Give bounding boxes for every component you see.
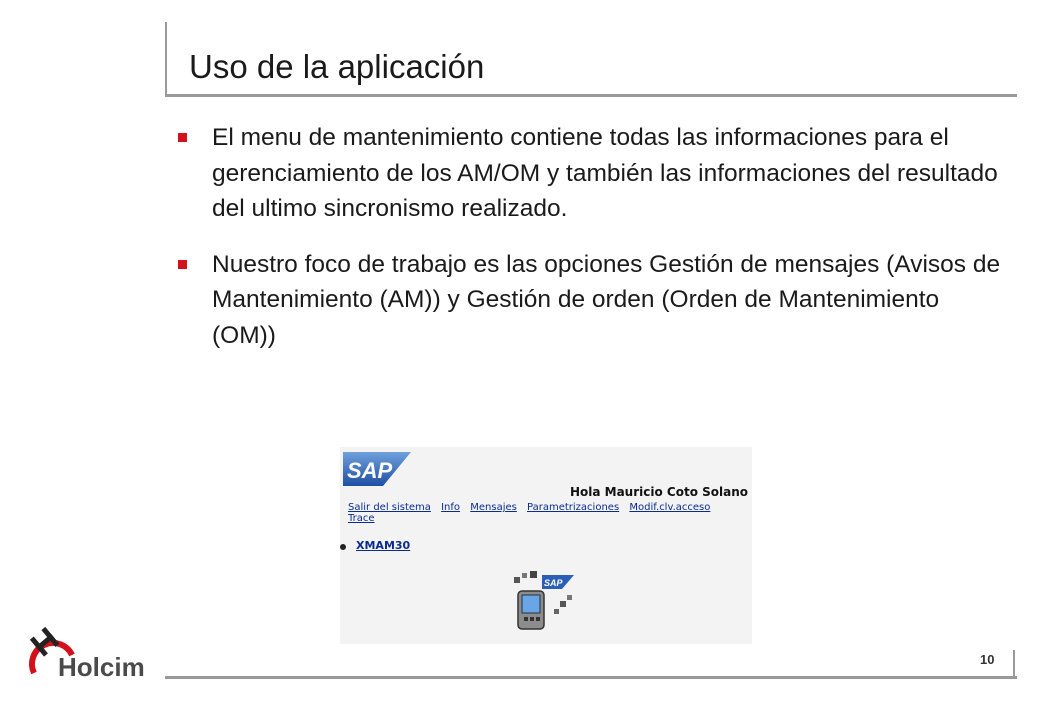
bullet-item bbox=[178, 247, 1008, 354]
square-bullet-icon bbox=[178, 133, 187, 142]
nav-link-modif-clave[interactable]: Modif.clv.acceso bbox=[629, 502, 711, 513]
nav-link-salir[interactable]: Salir del sistema bbox=[348, 502, 431, 513]
footer-horizontal-rule bbox=[165, 676, 1017, 679]
bullet-text: El menu de mantenimiento contiene todas las informaciones para el gerenciamiento de los AM/OM y también las informaciones del resultado del ultimo sincronismo realizado. bbox=[212, 124, 998, 222]
sap-logo-text: SAP bbox=[347, 458, 393, 483]
mobile-icon-sap-text: SAP bbox=[544, 578, 563, 588]
mobile-device-icon[interactable] bbox=[512, 571, 576, 633]
title-vertical-rule bbox=[165, 22, 167, 96]
nav-link-info[interactable]: Info bbox=[441, 502, 461, 513]
bullet-list bbox=[178, 120, 1008, 373]
holcim-wordmark: Holcim bbox=[58, 652, 145, 682]
bullet-item bbox=[178, 120, 1008, 227]
bullet-text: Nuestro foco de trabajo es las opciones Gestión de mensajes (Avisos de Mantenimiento (AM)) y Gestión de orden (Orden de Mantenimiento (OM)) bbox=[212, 250, 1001, 349]
square-bullet-icon bbox=[178, 260, 187, 269]
nav-link-mensajes[interactable]: Mensajes bbox=[470, 502, 517, 513]
nav-link-trace[interactable]: Trace bbox=[348, 513, 375, 524]
slide-title: Uso de la aplicación bbox=[189, 48, 485, 85]
sap-logo-icon bbox=[343, 452, 411, 486]
page-number: 10 bbox=[980, 652, 995, 667]
greeting-text: Hola Mauricio Coto Solano bbox=[569, 485, 748, 499]
footer-vertical-rule bbox=[1013, 650, 1015, 678]
title-horizontal-rule bbox=[165, 94, 1017, 97]
sap-screenshot bbox=[340, 447, 752, 644]
xmam30-link[interactable]: XMAM30 bbox=[356, 539, 411, 552]
sap-nav-bar bbox=[348, 502, 752, 524]
nav-link-parametrizaciones[interactable]: Parametrizaciones bbox=[527, 502, 620, 513]
list-bullet-icon bbox=[340, 544, 346, 550]
